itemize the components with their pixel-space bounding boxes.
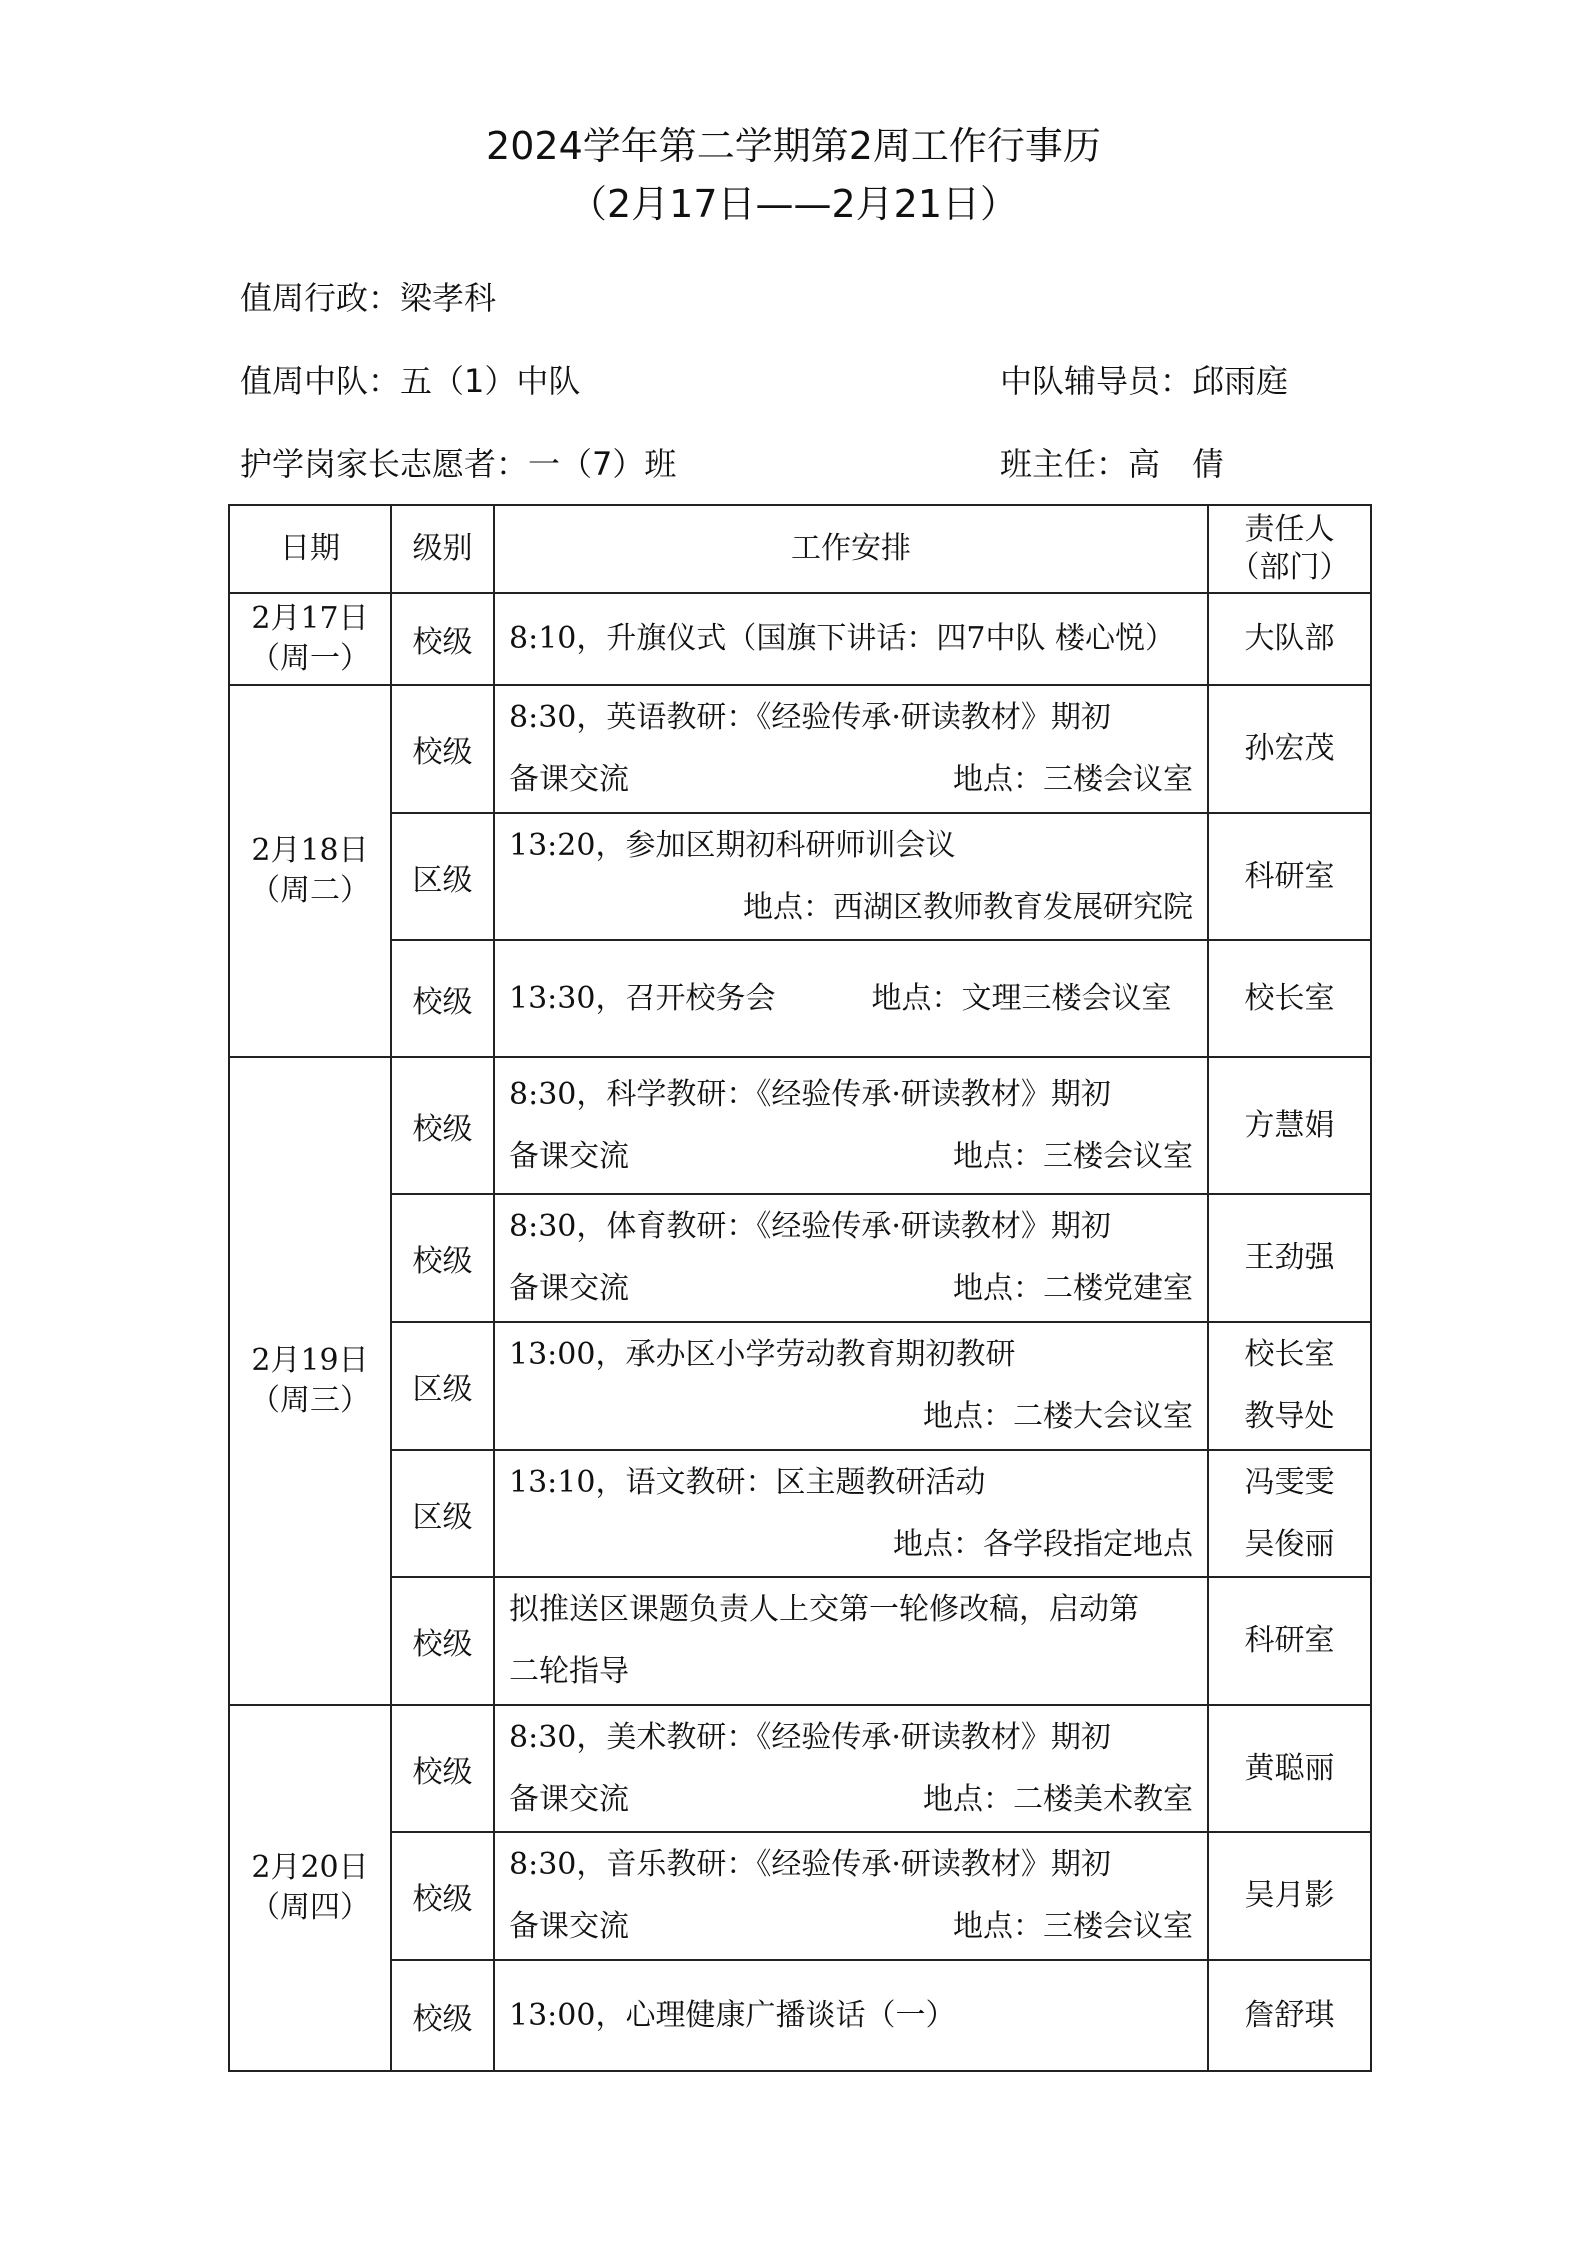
work-location: 地点：二楼大会议室 [923,1399,1193,1434]
work-line-2 [509,1769,1193,1831]
weekday-text: （周一） [250,641,370,676]
date-text: 2月19日 [251,1343,369,1378]
weekday-text: （周二） [250,873,370,908]
owner-cell: 科研室 [1208,813,1371,940]
level-cell: 校级 [391,1577,494,1705]
page-title: 2024学年第二学期第2周工作行事历 [486,124,1101,168]
work-cell [494,1705,1208,1832]
weekday-text: （周四） [250,1890,370,1925]
table-row [229,1705,1371,1832]
level-cell: 区级 [391,1322,494,1450]
work-detail: 13:30，召开校务会 [509,980,776,1016]
work-detail: 二轮指导 [509,1654,629,1689]
work-cell [494,1057,1208,1194]
owner-cell [1208,1450,1371,1577]
owner-cell: 吴月影 [1208,1832,1371,1960]
level-cell: 校级 [391,1057,494,1194]
owner-cell: 方慧娟 [1208,1057,1371,1194]
work-location: 地点：各学段指定地点 [893,1526,1193,1562]
table-row [229,940,1371,1057]
work-line: 8:30，音乐教研：《经验传承·研读教材》期初 [509,1847,1111,1882]
duty-admin: 值周行政：梁孝科 [240,279,497,317]
level-cell: 校级 [391,1705,494,1832]
work-line [509,968,1193,1030]
work-cell [494,593,1208,685]
work-cell [494,1832,1208,1960]
work-location: 地点：西湖区教师教育发展研究院 [743,889,1193,925]
level-cell: 校级 [391,1960,494,2071]
date-cell [229,1705,391,2071]
table-row [229,813,1371,940]
owner-cell: 詹舒琪 [1208,1960,1371,2071]
work-line: 8:30，科学教研：《经验传承·研读教材》期初 [509,1076,1111,1112]
work-line: 13:20，参加区期初科研师训会议 [509,827,956,863]
owner-line: 校长室 [1244,1337,1335,1372]
work-cell [494,940,1208,1057]
level-cell: 校级 [391,593,494,685]
table-row [229,685,1371,813]
work-cell [494,1322,1208,1450]
level-cell: 区级 [391,1450,494,1577]
work-line-2 [509,1126,1193,1188]
header-date: 日期 [229,505,391,593]
table-row [229,1450,1371,1577]
header-level: 级别 [391,505,494,593]
work-detail: 备课交流 [509,1138,629,1174]
work-cell [494,1960,1208,2071]
owner-cell: 大队部 [1208,593,1371,685]
date-cell [229,1057,391,1705]
table-header-row [229,505,1371,593]
parent-volunteer: 护学岗家长志愿者：一（7）班 [240,445,677,483]
work-location: 地点：三楼会议室 [953,762,1193,797]
work-line: 8:10，升旗仪式（国旗下讲话：四7中队 楼心悦） [509,621,1175,656]
owner-cell: 王劲强 [1208,1194,1371,1322]
work-cell [494,813,1208,940]
header-owner-line1: 责任人 [1244,512,1335,547]
table-row [229,1577,1371,1705]
page-subtitle: （2月17日——2月21日） [568,182,1019,226]
work-line: 13:00，承办区小学劳动教育期初教研 [509,1337,1016,1372]
work-line-2 [509,749,1193,811]
header-work: 工作安排 [494,505,1208,593]
work-detail: 备课交流 [509,1271,629,1306]
table-row [229,1960,1371,2071]
header-owner [1208,505,1371,593]
table-row [229,1194,1371,1322]
owner-line: 教导处 [1244,1399,1335,1434]
work-cell [494,685,1208,813]
level-cell: 校级 [391,940,494,1057]
date-text: 2月20日 [251,1850,369,1885]
work-line: 8:30，美术教研：《经验传承·研读教材》期初 [509,1719,1111,1755]
work-cell [494,1450,1208,1577]
duty-squad: 值周中队：五（1）中队 [240,362,581,400]
level-cell: 校级 [391,1194,494,1322]
level-cell: 校级 [391,1832,494,1960]
owner-cell: 科研室 [1208,1577,1371,1705]
date-cell [229,685,391,1057]
squad-counselor: 中队辅导员：邱雨庭 [1000,362,1289,400]
table-row [229,593,1371,685]
owner-cell: 校长室 [1208,940,1371,1057]
work-line: 拟推送区课题负责人上交第一轮修改稿，启动第 [509,1592,1139,1627]
level-cell: 区级 [391,813,494,940]
head-teacher: 班主任：高 倩 [1000,445,1225,483]
work-location: 地点：三楼会议室 [953,1909,1193,1944]
work-cell [494,1577,1208,1705]
date-cell [229,593,391,685]
work-detail: 备课交流 [509,1909,629,1944]
work-location: 地点：二楼美术教室 [923,1781,1193,1817]
work-location: 地点：文理三楼会议室 [871,980,1172,1016]
work-line: 13:00，心理健康广播谈话（一） [509,1997,956,2033]
owner-line: 冯雯雯 [1244,1464,1335,1500]
work-location: 地点：二楼党建室 [953,1271,1193,1306]
header-owner-line2: （部门） [1229,550,1350,585]
date-text: 2月18日 [251,833,369,868]
owner-line: 吴俊丽 [1244,1526,1335,1562]
owner-cell: 孙宏茂 [1208,685,1371,813]
work-line-2 [509,1896,1193,1958]
weekday-text: （周三） [250,1383,370,1418]
table-row [229,1322,1371,1450]
schedule-table [228,504,1372,2072]
work-line-2 [509,1258,1193,1320]
date-text: 2月17日 [251,601,369,636]
owner-cell: 黄聪丽 [1208,1705,1371,1832]
work-location: 地点：三楼会议室 [953,1138,1193,1174]
table-row [229,1832,1371,1960]
work-detail: 备课交流 [509,762,629,797]
work-cell [494,1194,1208,1322]
work-line: 8:30，英语教研：《经验传承·研读教材》期初 [509,700,1111,735]
work-detail: 备课交流 [509,1781,629,1817]
work-line: 13:10，语文教研：区主题教研活动 [509,1464,986,1500]
level-cell: 校级 [391,685,494,813]
owner-cell [1208,1322,1371,1450]
work-line: 8:30，体育教研：《经验传承·研读教材》期初 [509,1209,1111,1244]
table-row [229,1057,1371,1194]
